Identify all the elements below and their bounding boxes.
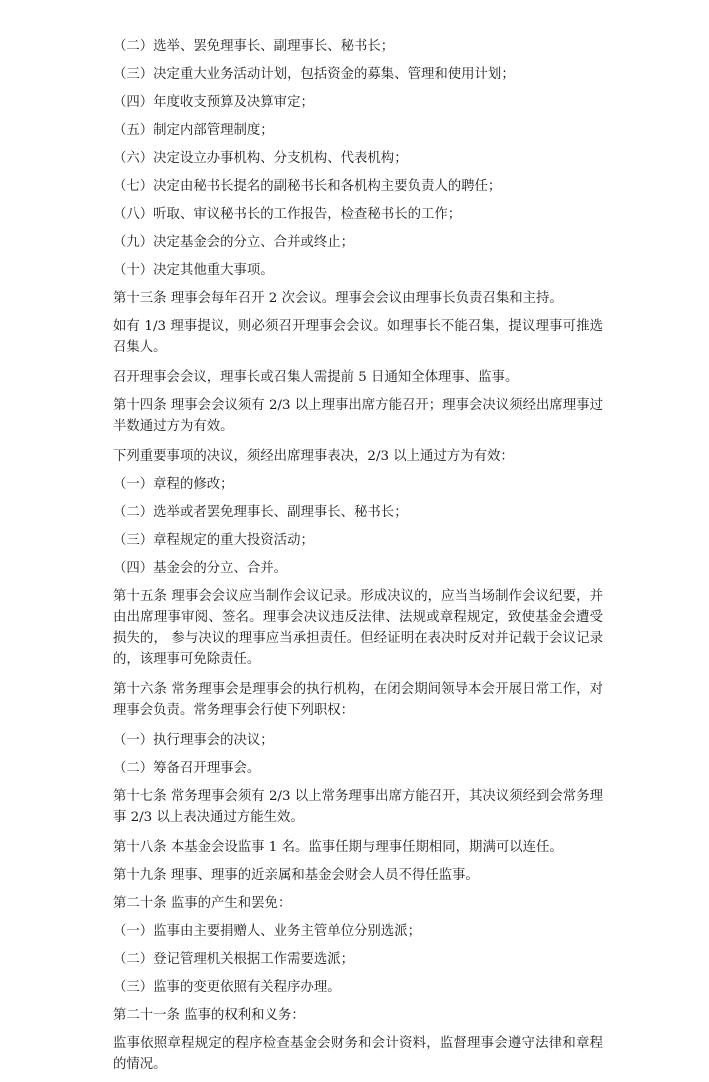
paragraph-item-10: （十）决定其他重大事项。 [113,263,274,278]
article-14-item-1: （一）章程的修改； [113,477,234,492]
paragraph-item-8: （八）听取、审议秘书长的工作报告，检查秘书长的工作； [113,207,462,222]
paragraph-item-7: （七）决定由秘书长提名的副秘书长和各机构主要负责人的聘任； [113,179,502,194]
article-14-item-3: （三）章程规定的重大投资活动； [113,533,314,548]
article-16: 第十六条 常务理事会是理事会的执行机构，在闭会期间领导本会开展日常工作，对理事会负责。常务理事会行使下列职权： [113,682,603,718]
article-15: 第十五条 理事会会议应当制作会议记录。形成决议的，应当当场制作会议纪要，并由出席理事审阅、签名。理事会决议违反法律、法规或章程规定，致使基金会遭受损失的， 参与决议的理事应当承担责任。但经证明在表决时反对并记载于会议记录的，该理事可免除责任。 [113,589,603,667]
article-17: 第十七条 常务理事会须有 2/3 以上常务理事出席方能召开，其决议须经到会常务理事 2/3 以上表决通过方能生效。 [113,789,603,825]
paragraph-item-6: （六）决定设立办事机构、分支机构、代表机构； [113,151,408,166]
article-14: 第十四条 理事会会议须有 2/3 以上理事出席方能召开；理事会决议须经出席理事过半数通过方为有效。 [113,398,603,434]
article-13-para-2: 如有 1/3 理事提议，则必须召开理事会会议。如理事长不能召集，提议理事可推选召集人。 [113,319,603,355]
paragraph-item-5: （五）制定内部管理制度； [113,123,274,138]
article-16-item-2: （二）筹备召开理事会。 [113,761,261,776]
article-20-item-1: （一）监事由主要捐赠人、业务主管单位分别选派； [113,924,421,939]
article-20-item-3: （三）监事的变更依照有关程序办理。 [113,980,341,995]
paragraph-item-9: （九）决定基金会的分立、合并或终止； [113,235,355,250]
article-14-item-2: （二）选举或者罢免理事长、副理事长、秘书长； [113,505,408,520]
paragraph-item-3: （三）决定重大业务活动计划，包括资金的募集、管理和使用计划； [113,67,515,82]
article-18: 第十八条 本基金会设监事 1 名。监事任期与理事任期相同，期满可以连任。 [113,840,563,855]
article-13-para-3: 召开理事会会议，理事长或召集人需提前 5 日通知全体理事、监事。 [113,370,519,385]
paragraph-item-2: （二）选举、罢免理事长、副理事长、秘书长； [113,39,395,54]
article-19: 第十九条 理事、理事的近亲属和基金会财会人员不得任监事。 [113,868,479,883]
article-16-item-1: （一）执行理事会的决议； [113,733,274,748]
article-13: 第十三条 理事会每年召开 2 次会议。理事会会议由理事长负责召集和主持。 [113,291,563,306]
article-20: 第二十条 监事的产生和罢免： [113,896,292,911]
article-21-para-2: 监事依照章程规定的程序检查基金会财务和会计资料，监督理事会遵守法律和章程的情况。 [113,1036,603,1072]
article-20-item-2: （二）登记管理机关根据工作需要选派； [113,952,355,967]
paragraph-item-4: （四）年度收支预算及决算审定； [113,95,314,110]
article-14-para-2: 下列重要事项的决议，须经出席理事表决，2/3 以上通过方为有效： [113,449,514,464]
article-21: 第二十一条 监事的权利和义务： [113,1008,305,1023]
article-14-item-4: （四）基金会的分立、合并。 [113,561,288,576]
document-body [113,36,603,1082]
